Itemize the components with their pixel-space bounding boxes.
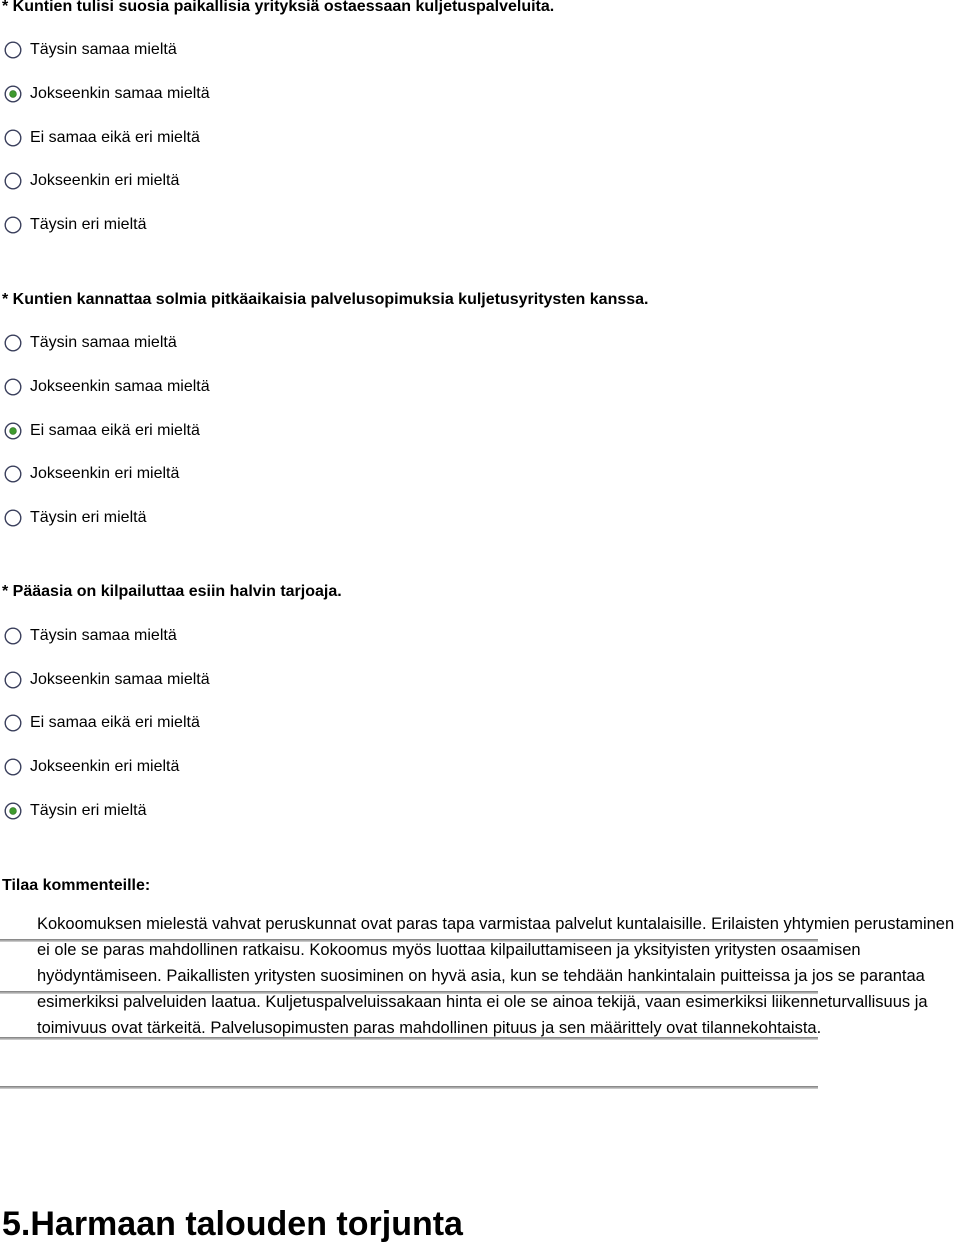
radio-unchecked-icon[interactable] — [4, 509, 22, 527]
option-label: Täysin samaa mieltä — [30, 627, 177, 644]
option-q1-5[interactable] — [4, 214, 146, 236]
radio-ring — [5, 715, 21, 731]
radio-unchecked-icon[interactable] — [4, 41, 22, 59]
option-label: Täysin eri mieltä — [30, 216, 147, 233]
divider — [0, 1086, 818, 1089]
option-label: Jokseenkin samaa mieltä — [30, 671, 210, 688]
question-title: * Pääasia on kilpailuttaa esiin halvin tarjoaja. — [2, 583, 342, 600]
option-label: Ei samaa eikä eri mieltä — [30, 422, 200, 439]
option-label: Jokseenkin samaa mieltä — [30, 378, 210, 395]
comment-box[interactable] — [0, 905, 960, 1095]
option-label: Täysin samaa mieltä — [30, 334, 177, 351]
radio-unchecked-icon[interactable] — [4, 172, 22, 190]
radio-ring — [5, 672, 21, 688]
radio-ring — [5, 510, 21, 526]
radio-unchecked-icon[interactable] — [4, 627, 22, 645]
option-label: Täysin eri mieltä — [30, 802, 147, 819]
radio-ring — [5, 466, 21, 482]
radio-checked-icon[interactable] — [4, 422, 22, 440]
question-title: * Kuntien tulisi suosia paikallisia yrityksiä ostaessaan kuljetuspalveluita. — [2, 0, 555, 15]
option-q2-5[interactable] — [4, 507, 146, 529]
radio-ring — [5, 130, 21, 146]
option-label: Jokseenkin eri mieltä — [30, 172, 180, 189]
option-label: Täysin eri mieltä — [30, 509, 147, 526]
radio-unchecked-icon[interactable] — [4, 334, 22, 352]
radio-checked-icon[interactable] — [4, 802, 22, 820]
comment-text: Kokoomuksen mielestä vahvat peruskunnat ovat paras tapa varmistaa palvelut kuntalaisille. Erilaisten yhtymien perustaminen ei ole se paras mahdollinen ratkaisu. Kokoomus myös luottaa kilpailuttamiseen ja yksityisten yritysten osaamisen hyödyntämiseen. Paikallisten yritysten suosiminen on hyvä asia, kun se tehdään hankintalain puitteissa ja jos se parantaa esimerkiksi palveluiden laatua. Kuljetuspalveluissakaan hinta ei ole se ainoa tekijä, vaan esimerkiksi liikenneturvallisuus ja toimivuus ovat tärkeitä. Palvelusopimusten paras mahdollinen pituus ja sen määrittely ovat tilannekohtaista. — [37, 915, 955, 1037]
option-label: Täysin samaa mieltä — [30, 41, 177, 58]
radio-unchecked-icon[interactable] — [4, 465, 22, 483]
option-label: Ei samaa eikä eri mieltä — [30, 129, 200, 146]
radio-unchecked-icon[interactable] — [4, 129, 22, 147]
option-q3-1[interactable] — [4, 625, 177, 647]
radio-ring — [5, 217, 21, 233]
option-q3-2[interactable] — [4, 669, 210, 691]
radio-ring — [5, 173, 21, 189]
comments-title: Tilaa kommenteille: — [2, 877, 151, 894]
option-q2-4[interactable] — [4, 463, 179, 485]
option-q2-3[interactable] — [4, 420, 200, 442]
option-q1-1[interactable] — [4, 39, 177, 61]
radio-ring — [5, 335, 21, 351]
radio-ring — [5, 759, 21, 775]
radio-checked-icon[interactable] — [4, 85, 22, 103]
radio-selected-dot — [10, 808, 17, 815]
option-q1-4[interactable] — [4, 170, 179, 192]
radio-selected-dot — [10, 91, 17, 98]
option-label: Ei samaa eikä eri mieltä — [30, 714, 200, 731]
radio-unchecked-icon[interactable] — [4, 758, 22, 776]
radio-ring — [5, 628, 21, 644]
option-q3-4[interactable] — [4, 756, 179, 778]
radio-ring — [5, 379, 21, 395]
question-title: * Kuntien kannattaa solmia pitkäaikaisia palvelusopimuksia kuljetusyritysten kanssa. — [2, 291, 649, 308]
option-label: Jokseenkin eri mieltä — [30, 465, 180, 482]
option-q3-3[interactable] — [4, 712, 200, 734]
option-q1-2[interactable] — [4, 83, 210, 105]
option-q3-5[interactable] — [4, 800, 146, 822]
radio-ring — [5, 42, 21, 58]
option-q2-1[interactable] — [4, 332, 177, 354]
radio-unchecked-icon[interactable] — [4, 671, 22, 689]
option-q1-3[interactable] — [4, 127, 200, 149]
radio-unchecked-icon[interactable] — [4, 378, 22, 396]
option-label: Jokseenkin samaa mieltä — [30, 85, 210, 102]
option-q2-2[interactable] — [4, 376, 210, 398]
option-label: Jokseenkin eri mieltä — [30, 758, 180, 775]
radio-selected-dot — [10, 428, 17, 435]
radio-unchecked-icon[interactable] — [4, 216, 22, 234]
section-heading: 5.Harmaan talouden torjunta — [2, 1205, 463, 1243]
radio-unchecked-icon[interactable] — [4, 714, 22, 732]
